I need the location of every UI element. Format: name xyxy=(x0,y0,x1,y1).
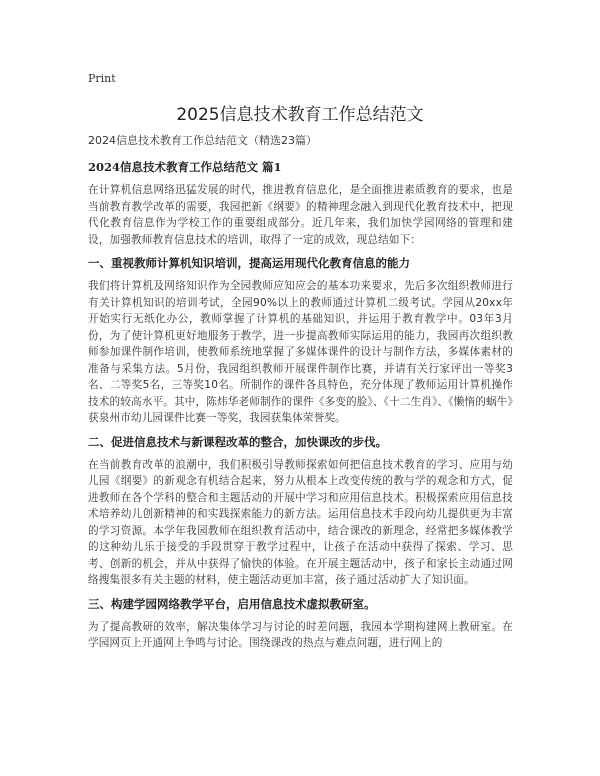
section-3-paragraph: 为了提高教研的效率，解决集体学习与讨论的时差问题，我园本学期构建网上教研室。在学园网页上开通网上争鸣与讨论。围绕课改的热点与难点问题，进行网上的 xyxy=(88,620,513,649)
print-link[interactable]: Print xyxy=(88,72,116,85)
section-1-paragraph: 我们将计算机及网络知识作为全园教师应知应会的基本功来要求，先后多次组织教师进行有关计算机知识的培训考试，全园90%以上的教师通过计算机二级考试。学园从20xx年开始实行无纸化办公，教师掌握了计算机的基础知识，并运用于教育教学中。03年3月份，为了使计算机更好地服务于教学，进一步提高教师实际运用的能力，我园再次组织教师参加课件制作培训，使教师系统地掌握了多媒体课件的设计与制作方法，多媒体素材的准备与采集方法。5月份，我园组织教师开展课件制作比赛，并请有关行家评出一等奖3名、二等奖5名，三等奖10名。所制作的课件各具特色，充分体现了教师运用计算机操作技术的较高水平。其中，陈炜华老师制作的课件《多变的脸》、《十二生肖》、《懒惰的蜗牛》获泉州市幼儿园课件比赛一等奖，我园获集体荣誉奖。 xyxy=(88,280,513,424)
section-2-heading: 二、促进信息技术与新课程改革的整合，加快课改的步伐。 xyxy=(88,434,387,449)
article-title: 2024信息技术教育工作总结范文 篇1 xyxy=(88,160,282,174)
section-3-heading: 三、构建学园网络教学平台，启用信息技术虚拟教研室。 xyxy=(88,596,376,611)
intro-paragraph: 在计算机信息网络迅猛发展的时代，推进教育信息化，是全面推进素质教育的要求，也是当前教育教学改革的需要，我园把新《纲要》的精神理念融入到现代化教育技术中，把现代化教育信息作为学校工作的重要组成部分。近几年来，我们加快学园网络的管理和建设，加强教师教育信息技术的培训，取得了一定的成效，现总结如下： xyxy=(88,184,513,246)
section-2-paragraph: 在当前教育改革的浪潮中，我们积极引导教师探索如何把信息技术教育的学习、应用与幼儿园《纲要》的新观念有机结合起来，努力从根本上改变传统的教与学的观念和方式，促进教师在各个学科的整合和主题活动的开展中学习和应用信息技术。积极探索应用信息技术培养幼儿创新精神的和实践探索能力的新方法。运用信息技术手段向幼儿提供更为丰富的学习资源。本学年我园教师在组织教育活动中，结合课改的新理念，经常把多媒体教学的这种幼儿乐于接受的手段贯穿于教学过程中，让孩子在活动中获得了探索、学习、思考、创新的机会，并从中获得了愉快的体验。在开展主题活动中，孩子和家长主动通过网络搜集很多有关主题的材料，使主题活动更加丰富，孩子通过活动扩大了知识面。 xyxy=(88,458,513,586)
document-body xyxy=(88,132,513,658)
page-title: 2025信息技术教育工作总结范文 xyxy=(176,105,424,125)
section-1-heading: 一、重视教师计算机知识培训，提高运用现代化教育信息的能力 xyxy=(88,256,410,270)
document-subtitle: 2024信息技术教育工作总结范文（精选23篇） xyxy=(88,134,317,147)
